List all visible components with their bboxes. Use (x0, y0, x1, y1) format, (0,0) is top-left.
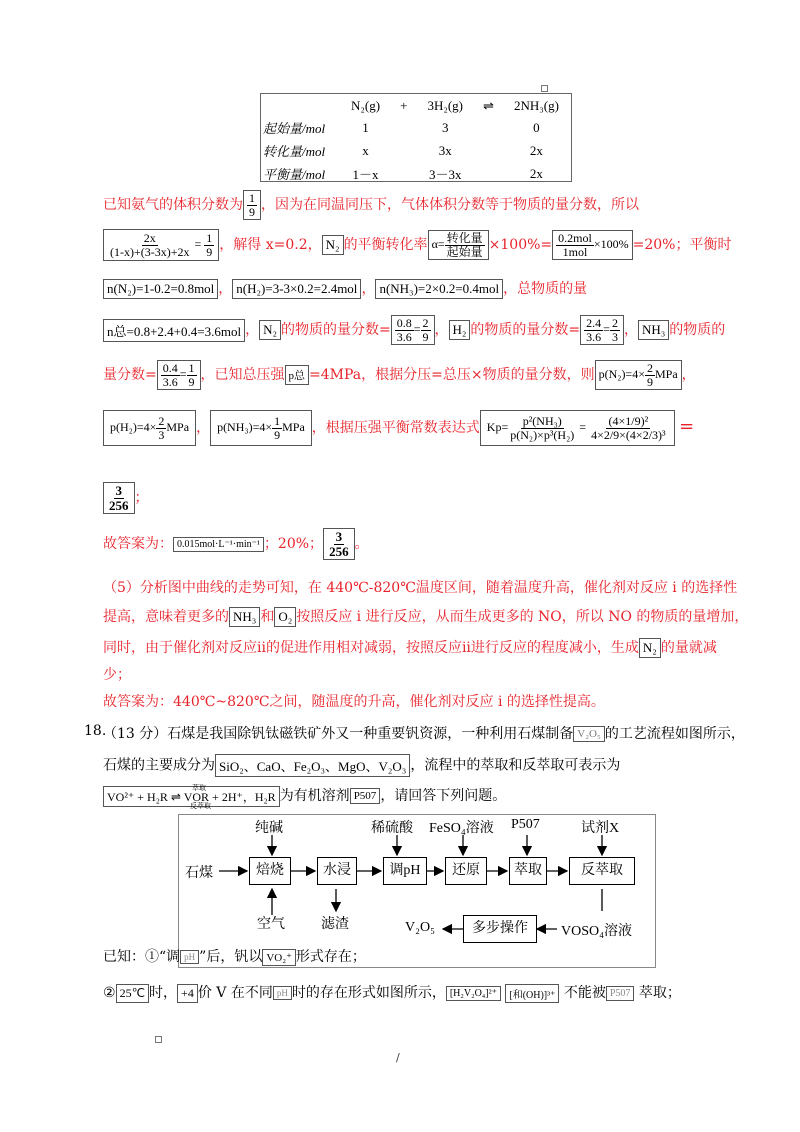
corner-mark-top (541, 85, 548, 92)
nh3-box: NH₃ (229, 607, 260, 627)
nh3-box: NH₃ (638, 320, 669, 340)
flow-input-feso4: FeSO₄溶液 (429, 821, 494, 836)
species-box-2: [和(OH)]³⁺ (505, 984, 559, 1003)
kp-result-box: $\frac{3}{256}$ (103, 482, 135, 514)
table-header-blank (261, 96, 341, 116)
table-row-label: 平衡量/mol (263, 167, 326, 182)
equation-box: $\frac{2x}{(1-x)+(3-3x)+2x}$ = $\frac{1}{9}$ (103, 229, 219, 261)
partial-pressure-n2-box: p(N₂)=4× $\frac{2}{9}$ MPa (595, 360, 682, 390)
fraction-box: $\frac{0.4}{3.6}$ = $\frac{1}{9}$ (157, 360, 201, 390)
conversion-value-box: $\frac{\text{0.2mol}}{\text{1mol}}$ ×100% (552, 230, 632, 260)
species-box-1: [H₂V₂O₄]²⁺ (446, 986, 501, 1001)
h2-box: H₂ (449, 320, 471, 340)
solution-line-7: $\frac{3}{256}$ ； (103, 482, 149, 514)
composition-box: SiO₂、CaO、Fe₂O₃、MgO、V₂O₃ (215, 754, 410, 777)
q18-line-2: 石煤的主要成分为 SiO₂、CaO、Fe₂O₃、MgO、V₂O₃ ，流程中的萃取和反萃取可表示为 (103, 754, 620, 777)
n2-box: N₂ (639, 638, 661, 658)
kp-expression-box: Kp= $\frac{\text{p²(NH₃)}}{\text{p(N₂)×p³(H₂)}}$ = $\frac{\text{(4×1/9)²}}{\text{4×2/9×(4×2/3)³}}$ (480, 410, 675, 446)
table-cell: 3－3x (428, 167, 462, 182)
table-cell: 3x (438, 142, 452, 158)
conversion-formula-box: α= $\frac{\text{转化量}}{\text{起始量}}$ (428, 230, 489, 260)
table-header-n2: N₂(g) (351, 98, 381, 113)
partial-pressure-nh3-box: p(NH₃)=4× $\frac{1}{9}$ MPa (210, 410, 312, 446)
flow-voso4-solution: VOSO₄溶液 (561, 924, 632, 939)
process-flowchart (178, 814, 656, 968)
table-cell: 2x (529, 165, 543, 181)
known-line-2: ② 25℃ 时， +4 价 V 在不同 pH 时的存在形式如图所示， [H₂V₂O₄]²⁺ [和(OH)]³⁺ 不能被 P507 萃取； (103, 985, 681, 1001)
solution-line-5: 量分数= $\frac{0.4}{3.6}$ = $\frac{1}{9}$ ，已知总压强 p总 =4MPa，根据分压=总压×物质的量分数，则 p(N₂)=4× $\frac{2}{9}$ MPa ， (103, 361, 696, 389)
vo2-box: VO₂⁺ (262, 949, 296, 966)
n2-box: N₂ (259, 320, 281, 340)
flow-input-dilute-acid: 稀硫酸 (371, 821, 413, 836)
extraction-reaction-box: VO²⁺ + H₂R ⇌ VOR + 2H⁺，H₂R 萃取 反萃取 (103, 786, 280, 807)
flow-node-extraction: 萃取 (509, 857, 547, 885)
table-cell: 1 (362, 119, 369, 135)
flow-node-back-extraction: 反萃取 (569, 857, 635, 885)
part5-line-1: （5）分析图中曲线的走势可知，在 440℃-820℃温度区间，随着温度升高，催化剂对反应 i 的选择性 (103, 580, 738, 596)
total-moles-box: n总=0.8+2.4+0.4=3.6mol (103, 319, 245, 342)
q18-number: 18. (84, 723, 107, 739)
p507-box: P507 (350, 788, 381, 804)
table-header-h2: 3H₂(g) (427, 98, 464, 113)
fraction-box: $\frac{0.8}{3.6}$ = $\frac{2}{9}$ (391, 315, 435, 345)
flow-input-soda: 纯碱 (255, 821, 283, 836)
o2-box: O₂ (274, 607, 296, 627)
equilibrium-table (260, 93, 572, 182)
flow-output-residue: 滤渣 (321, 917, 349, 932)
moles-nh3-box: n(NH₃)=2×0.2=0.4mol (375, 279, 503, 299)
known-line-1: 已知：①“调 pH ”后，钒以 VO₂⁺ 形式存在； (103, 949, 366, 965)
total-pressure-box: p总 (285, 365, 310, 385)
moles-h2-box: n(H₂)=3-3×0.2=2.4mol (232, 279, 361, 299)
rate-answer-box: 0.015mol·L⁻¹·min⁻¹ (173, 537, 264, 552)
flow-input-air: 空气 (257, 917, 285, 932)
table-header-plus: + (400, 98, 408, 113)
table-cell: 2x (529, 142, 543, 158)
flow-input-p507: P507 (511, 817, 540, 832)
table-row-label: 起始量/mol (263, 121, 326, 136)
answer-line-4: 故答案为： 0.015mol·L⁻¹·min⁻¹ ；20%； $\frac{3}{256}$ 。 (103, 529, 369, 559)
q18-line-1: （13 分）石煤是我国除钒钛磁铁矿外又一种重要钒资源，一种利用石煤制备 V₂O₅ 的工艺流程如图所示， (103, 726, 745, 742)
ph-box: pH (273, 986, 292, 1000)
flow-node-reduction: 还原 (445, 857, 487, 885)
table-header-nh3: 2NH₃(g) (513, 98, 559, 113)
solution-line-1: 已知氨气的体积分数为 $\frac{1}{9}$ ，因为在同温同压下，气体体积分数等于物质的量分数，所以 (103, 191, 639, 219)
v2o5-box: V₂O₅ (573, 726, 605, 742)
n2-box: N₂ (322, 235, 344, 255)
table-cell: 3 (441, 119, 449, 135)
solution-line-6: p(H₂)=4× $\frac{2}{3}$ MPa ， p(NH₃)=4× $\frac{1}{9}$ MPa ，根据压强平衡常数表达式 Kp= $\frac{\text{p²(NH₃)}}{\text{p(N₂)×p³(H₂)}}$ = $\frac{\text{(4×1/9)²}}{\text{4×2/9×(4×2/3)³}}$ = (103, 410, 694, 446)
partial-pressure-h2-box: p(H₂)=4× $\frac{2}{3}$ MPa (103, 410, 196, 446)
temperature-box: 25℃ (116, 984, 149, 1003)
fraction-box: $\frac{2.4}{3.6}$ = $\frac{2}{3}$ (580, 315, 624, 345)
flow-node-roasting: 焙烧 (249, 857, 291, 885)
p507-box: P507 (606, 986, 635, 1001)
table-cell: 0 (533, 119, 540, 135)
flow-output-v2o5: V₂O₅ (405, 920, 435, 935)
ph-box: pH (180, 950, 199, 964)
flow-arrows (179, 815, 655, 967)
solution-line-4: n总=0.8+2.4+0.4=3.6mol ， N₂ 的物质的量分数= $\frac{0.8}{3.6}$ = $\frac{2}{9}$ ， H₂ 的物质的量分数= $\frac{2.4}{3.6}$ = $\frac{2}{3}$ ， NH₃ 的物质的 (103, 315, 725, 345)
part5-line-4: 少； (103, 667, 131, 683)
corner-mark-bottom (155, 1036, 162, 1043)
flow-start-coal: 石煤 (185, 866, 213, 881)
part5-line-3: 同时，由于催化剂对反应ii的促进作用相对减弱，按照反应ii进行反应的程度减小，生成 N₂ 的量就减 (103, 640, 717, 656)
page-footer-mark: / (396, 1051, 400, 1064)
flow-node-multi-step: 多步操作 (463, 915, 537, 943)
solution-line-2: $\frac{2x}{(1-x)+(3-3x)+2x}$ = $\frac{1}{9}$ ，解得 x=0.2， N₂ 的平衡转化率 α= $\frac{\text{转化量}}{\text{起始量}}$ ×100%= $\frac{\text{0.2mol}}{\text{1mol}}$ ×100% =20%；平衡时 (103, 229, 731, 261)
table-row-label: 转化量/mol (263, 144, 326, 159)
table-header-arrow: ⇌ (483, 98, 494, 113)
fraction-box: $\frac{1}{9}$ (243, 190, 261, 220)
part5-line-2: 提高，意味着更多的 NH₃ 和 O₂ 按照反应 i 进行反应，从而生成更多的 NO，所以 NO 的物质的量增加， (103, 609, 749, 625)
q18-line-3: VO²⁺ + H₂R ⇌ VOR + 2H⁺，H₂R 萃取 反萃取 为有机溶剂 P507 ，请回答下列问题。 (103, 785, 506, 807)
flow-input-reagent-x: 试剂X (581, 821, 620, 836)
valence-box: +4 (177, 984, 198, 1003)
kp-answer-box: $\frac{3}{256}$ (323, 528, 355, 560)
table-cell: x (362, 142, 369, 158)
table-cell: 1－x (352, 167, 379, 182)
flow-node-adjust-ph: 调pH (383, 857, 427, 885)
solution-line-3: n(N₂)=1-0.2=0.8mol ， n(H₂)=3-3×0.2=2.4mol ， n(NH₃)=2×0.2=0.4mol ，总物质的量 (103, 278, 587, 299)
flow-node-water-leach: 水浸 (317, 857, 357, 885)
answer-line-5: 故答案为：440℃~820℃之间，随温度的升高，催化剂对反应 i 的选择性提高。 (103, 694, 605, 710)
moles-n2-box: n(N₂)=1-0.2=0.8mol (103, 279, 218, 299)
